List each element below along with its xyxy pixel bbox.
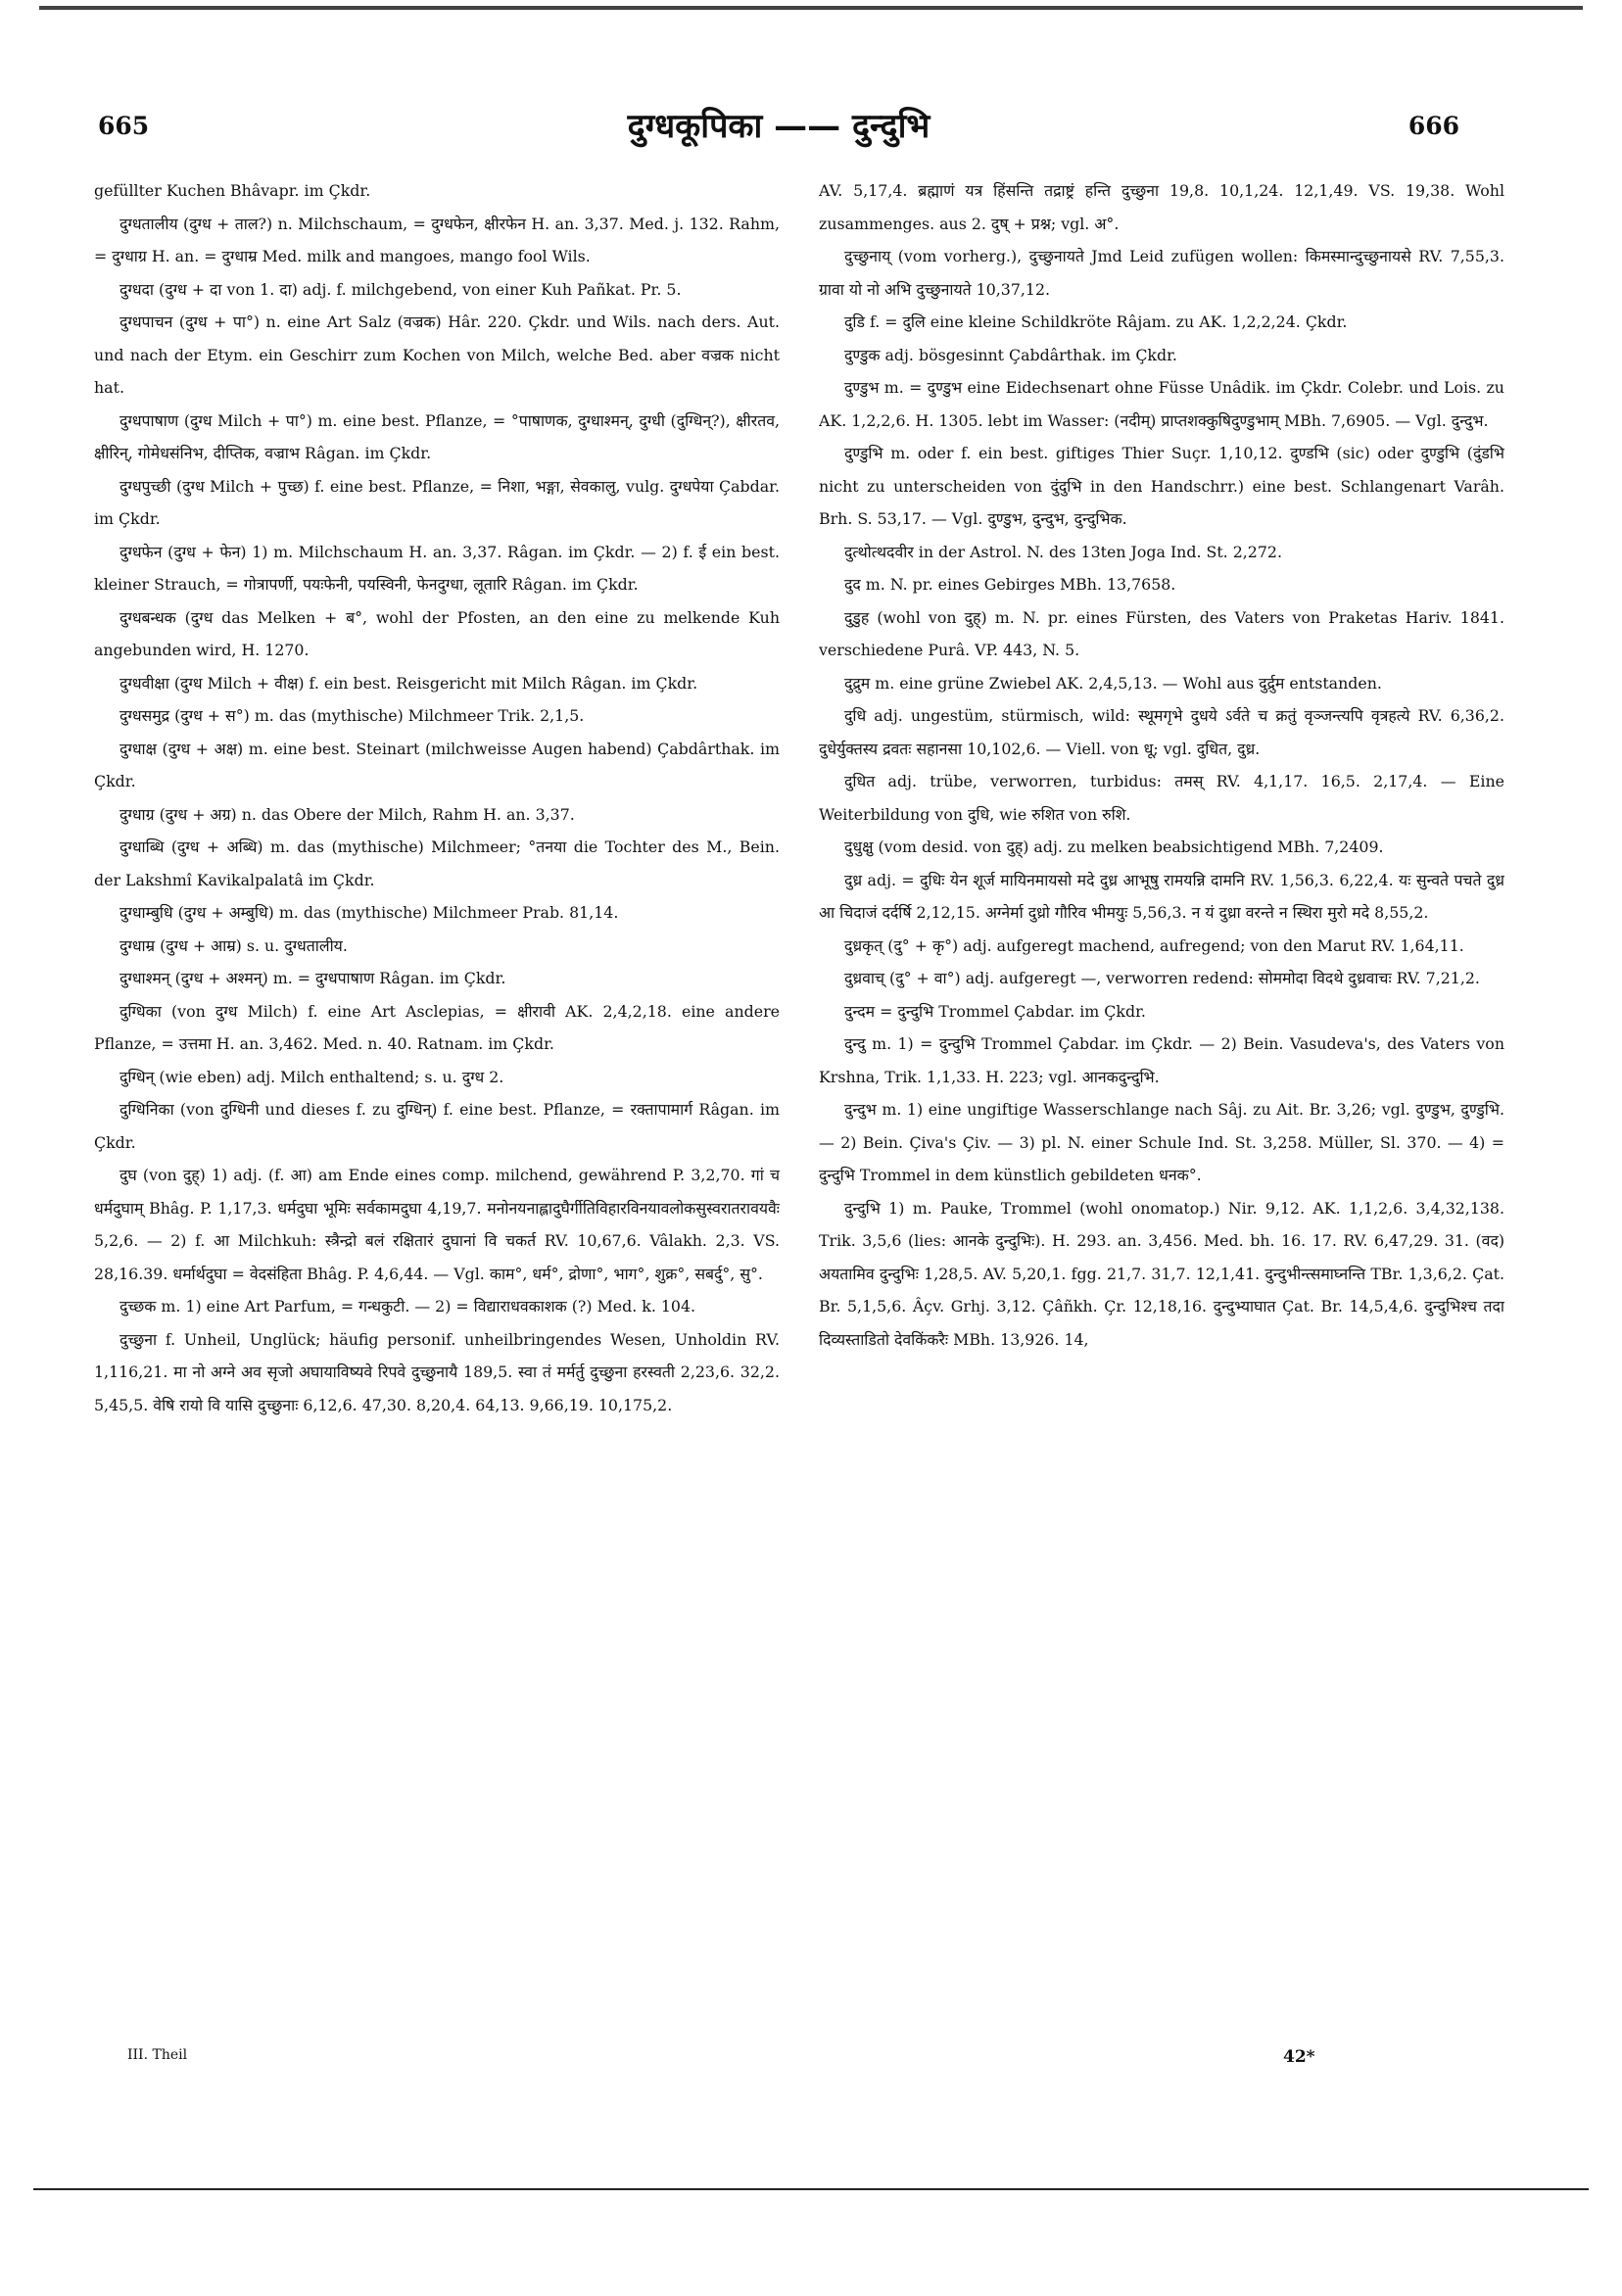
dictionary-entry: दुत्थोत्थदवीर in der Astrol. N. des 13ten Joga Ind. St. 2,272. bbox=[844, 542, 1282, 561]
dictionary-entry: दुग्धसमुद्र (दुग्ध + स°) m. das (mythische) Milchmeer Trik. 2,1,5. bbox=[119, 706, 585, 725]
dictionary-entry: दुग्धिनिका (von दुग्धिनी und dieses f. zu दुग्धिन्) f. eine best. Pflanze, = रक्तापामार्ग Râgan. im Çkdr. bbox=[94, 1100, 780, 1152]
dictionary-entry: दुण्डुक adj. bösgesinnt Çabdârthak. im Çkdr. bbox=[844, 345, 1177, 364]
dictionary-entry: दुच्छक m. 1) eine Art Parfum, = गन्धकुटी. — 2) = विद्याराधवकाशक (?) Med. k. 104. bbox=[119, 1297, 696, 1315]
dictionary-entry: दुग्धाम्बुधि (दुग्ध + अम्बुधि) m. das (mythische) Milchmeer Prab. 81,14. bbox=[119, 903, 619, 922]
dictionary-entry: दुग्धबन्धक (दुग्ध das Melken + ब°, wohl der Pfosten, an den eine zu melkende Kuh angebunden wird, H. 1270. bbox=[94, 607, 780, 659]
dictionary-entry: दुग्धफेन (दुग्ध + फेन) 1) m. Milchschaum H. an. 3,37. Râgan. im Çkdr. — 2) f. ई ein best. kleiner Strauch, = गोत्रापर्णी, पयःफेनी, पयस्विनी, फेनदुग्धा, लूतारि Râgan. im Çkdr. bbox=[94, 542, 780, 594]
dictionary-entry: दुधि adj. ungestüm, stürmisch, wild: स्थूमगृभे दुधये ऽर्वते च क्रतुं वृञ्जन्त्यपि वृत्रहत्ये RV. 6,36,2. दुधेर्युक्तस्य द्रवतः सहानसा 10,102,6. — Viell. von धू; vgl. दुधित, दुध्र. bbox=[819, 706, 1504, 758]
dictionary-entry: दुच्छुनाय् (vom vorherg.), दुच्छुनायते Jmd Leid zufügen wollen: किमस्मान्दुच्छुनायसे RV. 7,55,3. ग्रावा यो नो अभि दुच्छुनायते 10,37,12. bbox=[819, 247, 1504, 299]
running-title: दुग्धकूपिका —— दुन्दुभि bbox=[627, 107, 930, 146]
page-header bbox=[98, 98, 1459, 157]
dictionary-entry: दुन्दम = दुन्दुभि Trommel Çabdar. im Çkdr. bbox=[844, 1001, 1146, 1021]
dictionary-entry: दुधित adj. trübe, verworren, turbidus: तमस् RV. 4,1,17. 16,5. 2,17,4. — Eine Weiterbildung von दुधि, wie रुशित von रुशि. bbox=[819, 772, 1504, 824]
left-column bbox=[94, 174, 780, 2035]
top-rule bbox=[39, 6, 1583, 10]
dictionary-entry: दुग्धाग्र (दुग्ध + अग्र) n. das Obere der Milch, Rahm H. an. 3,37. bbox=[119, 804, 575, 824]
dictionary-entry: दुग्धपाषाण (दुग्ध Milch + पा°) m. eine best. Pflanze, = °पाषाणक, दुग्धाश्मन्, दुग्धी (दुग्धिन्?), क्षीरतव, क्षीरिन्, गोमेधसंनिभ, दीप्तिक, वज्राभ Râgan. im Çkdr. bbox=[94, 410, 780, 462]
dictionary-entry: दुग्धवीक्षा (दुग्ध Milch + वीक्ष) f. ein best. Reisgericht mit Milch Râgan. im Çkdr. bbox=[119, 673, 698, 693]
dictionary-entry: दुच्छुना f. Unheil, Unglück; häufig personif. unheilbringendes Wesen, Unholdin RV. 1,116,21. मा नो अग्ने अव सृजो अघायाविष्यवे रिपवे दुच्छुनायै 189,5. स्वा तं मर्मर्तु दुच्छुना हरस्वती 2,23,6. 32,2. 5,45,5. वेषि रायो वि यासि दुच्छुनाः 6,12,6. 47,30. 8,20,4. 64,13. 9,66,19. 10,175,2. bbox=[94, 1329, 780, 1414]
dictionary-entry: दुग्धदा (दुग्ध + दा von 1. दा) adj. f. milchgebend, von einer Kuh Pañkat. Pr. 5. bbox=[119, 279, 682, 299]
dictionary-entry: दुग्धतालीय (दुग्ध + ताल?) n. Milchschaum, = दुग्धफेन, क्षीरफेन H. an. 3,37. Med. j. 132. Rahm, = दुग्धाग्र H. an. = दुग्धाम्र Med. milk and mangoes, mango fool Wils. bbox=[94, 214, 780, 265]
dictionary-entry: दुग्धिका (von दुग्ध Milch) f. eine Art Asclepias, = क्षीरावी AK. 2,4,2,18. eine andere Pflanze, = उत्तमा H. an. 3,462. Med. n. 40. Ratnam. im Çkdr. bbox=[94, 1001, 780, 1053]
dictionary-entry: दुग्धाब्धि (दुग्ध + अब्धि) m. das (mythische) Milchmeer; °तनया die Tochter des M., Bein. der Lakshmî Kavikalpalatâ im Çkdr. bbox=[94, 837, 780, 889]
dictionary-entry: AV. 5,17,4. ब्रह्माणं यत्र हिंसन्ति तद्राष्ट्रं हन्ति दुच्छुना 19,8. 10,1,24. 12,1,49. VS. 19,38. Wohl zusammenges. aus 2. दुष् + प्रश्न; vgl. अ°. bbox=[819, 181, 1504, 233]
dictionary-entry: दुद m. N. pr. eines Gebirges MBh. 13,7658. bbox=[844, 575, 1176, 594]
dictionary-entry: दुग्धाक्ष (दुग्ध + अक्ष) m. eine best. Steinart (milchweisse Augen habend) Çabdârthak. im Çkdr. bbox=[94, 739, 780, 790]
dictionary-entry: दुडि f. = दुलि eine kleine Schildkröte Râjam. zu AK. 1,2,2,24. Çkdr. bbox=[844, 312, 1348, 331]
dictionary-entry: दुध्रकृत् (दु° + कृ°) adj. aufgeregt machend, aufregend; von den Marut RV. 1,64,11. bbox=[844, 935, 1464, 955]
dictionary-entry: दुग्धाश्मन् (दुग्ध + अश्मन्) m. = दुग्धपाषाण Râgan. im Çkdr. bbox=[119, 969, 506, 987]
dictionary-entry: दुग्धाम्र (दुग्ध + आम्र) s. u. दुग्धतालीय. bbox=[119, 935, 348, 955]
signature-mark: 42* bbox=[1283, 2047, 1315, 2067]
dictionary-entry: दुध्रवाच् (दु° + वा°) adj. aufgeregt —, verworren redend: सोममोदा विदथे दुध्रवाचः RV. 7,21,2. bbox=[844, 969, 1480, 987]
dictionary-entry: दुग्धिन् (wie eben) adj. Milch enthaltend; s. u. दुग्ध 2. bbox=[119, 1067, 504, 1086]
dictionary-entry: दुग्धपाचन (दुग्ध + पा°) n. eine Art Salz (वज्रक) Hâr. 220. Çkdr. und Wils. nach ders. Aut. und nach der Etym. ein Geschirr zum Kochen von Milch, welche Bed. aber वज्रक nicht hat. bbox=[94, 312, 780, 397]
dictionary-entry: gefüllter Kuchen Bhâvapr. im Çkdr. bbox=[94, 181, 371, 200]
right-column bbox=[819, 174, 1504, 2035]
right-page-number: 666 bbox=[1407, 112, 1459, 140]
dictionary-entry: दुडुह (wohl von दुह्) m. N. pr. eines Fürsten, des Vaters von Praketas Hariv. 1841. verschiedene Purâ. VP. 443, N. 5. bbox=[819, 607, 1504, 659]
dictionary-entry: दुधुक्षु (vom desid. von दुह्) adj. zu melken beabsichtigend MBh. 7,2409. bbox=[844, 837, 1384, 856]
dictionary-entry: दुण्डुभि m. oder f. ein best. giftiges Thier Suçr. 1,10,12. दुण्डभि (sic) oder दुण्डुभि (दुंडभि nicht zu unterscheiden von दुंदुभि in den Handschrr.) eine best. Schlangenart Varâh. Brh. S. 53,17. — Vgl. दुण्डुभ, दुन्दुभ, दुन्दुभिक. bbox=[819, 444, 1504, 528]
dictionary-entry: दुण्डुभ m. = दुण्डुभ eine Eidechsenart ohne Füsse Unâdik. im Çkdr. Colebr. und Lois. zu AK. 1,2,2,6. H. 1305. lebt im Wasser: (नदीम्) प्राप्तशक्कुषिदुण्डुभाम् MBh. 7,6905. — Vgl. दुन्दुभ. bbox=[819, 378, 1504, 430]
dictionary-entry: दुध्र adj. = दुधिः येन शूर्ज मायिनमायसो मदे दुध्र आभूषु रामयन्नि दामनि RV. 1,56,3. 6,22,4. यः सुन्वते पचते दुध्र आ चिदाजं दर्दर्षि 2,12,15. अग्नेर्मा दुध्रो गौरिव भीमयुः 5,56,3. न यं दुध्रा वरन्ते न स्थिरा मुरो मदे 8,55,2. bbox=[819, 870, 1504, 922]
dictionary-entry: दुन्दुभ m. 1) eine ungiftige Wasserschlange nach Sâj. zu Ait. Br. 3,26; vgl. दुण्डुभ, दुण्डुभि. — 2) Bein. Çiva's Çiv. — 3) pl. N. einer Schule Ind. St. 3,258. Müller, Sl. 370. — 4) = दुन्दुभि Trommel in dem künstlich gebildeten धनक°. bbox=[819, 1100, 1504, 1184]
dictionary-entry: दुद्रुम m. eine grüne Zwiebel AK. 2,4,5,13. — Wohl aus दुर्द्रुम entstanden. bbox=[844, 673, 1382, 693]
left-page-number: 665 bbox=[98, 112, 150, 140]
dictionary-entry: दुघ (von दुह्) 1) adj. (f. आ) am Ende eines comp. milchend, gewährend P. 3,2,70. गां च धर्मदुघाम् Bhâg. P. 1,17,3. धर्मदुघा भूमिः सर्वकामदुघा 4,19,7. मनोनयनाह्लादुघैर्गीतिविहारविनयावलोकसुस्वरातरावयवैः 5,2,6. — 2) f. आ Milchkuh: स्त्रैन्द्रो बलं रक्षितारं दुघानां वि चकर्त RV. 10,67,6. Vâlakh. 2,3. VS. 28,16.39. धर्मार्थदुघा = वेदसंहिता Bhâg. P. 4,6,44. — Vgl. काम°, धर्म°, द्रोणा°, भाग°, शुक्र°, सबर्दु°, सु°. bbox=[94, 1166, 780, 1283]
dictionary-entry: दुन्दुभि 1) m. Pauke, Trommel (wohl onomatop.) Nir. 9,12. AK. 1,1,2,6. 3,4,32,138. Trik. 3,5,6 (lies: आनके दुन्दुभिः). H. 293. an. 3,456. Med. bh. 16. 17. RV. 6,47,29. 31. (वद) अयतामिव दुन्दुभिः 1,28,5. AV. 5,20,1. fgg. 21,7. 31,7. 12,1,41. दुन्दुभीन्त्समाघ्नन्ति TBr. 1,3,6,2. Çat. Br. 5,1,5,6. Âçv. Grhj. 3,12. Çâñkh. Çr. 12,18,16. दुन्दुभ्याघात Çat. Br. 14,5,4,6. दुन्दुभिश्च तदा दिव्यस्ताडितो देवकिंकरैः MBh. 13,926. 14, bbox=[819, 1198, 1504, 1349]
dictionary-entry: दुन्दु m. 1) = दुन्दुभि Trommel Çabdar. im Çkdr. — 2) Bein. Vasudeva's, des Vaters von Krshna, Trik. 1,1,33. H. 223; vgl. आनकदुन्दुभि. bbox=[819, 1034, 1504, 1086]
volume-note: III. Theil bbox=[127, 2047, 188, 2063]
bottom-rule bbox=[33, 2188, 1589, 2190]
dictionary-entry: दुग्धपुच्छी (दुग्ध Milch + पुच्छ) f. eine best. Pflanze, = निशा, भङ्गा, सेवकालु, vulg. दुग्धपेया Çabdar. im Çkdr. bbox=[94, 476, 780, 528]
